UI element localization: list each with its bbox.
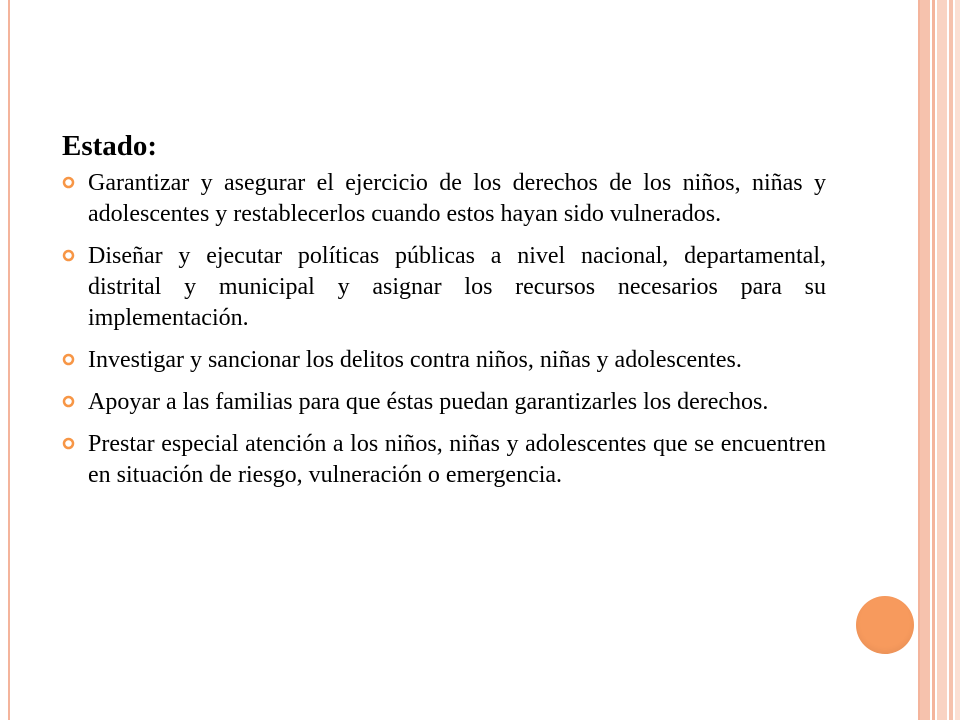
ring-bullet-icon [62, 176, 75, 189]
list-item [62, 168, 826, 230]
list-item [62, 429, 826, 491]
bullet-text: Investigar y sancionar los delitos contra niños, niñas y adolescentes. [88, 347, 742, 373]
bullet-text: Prestar especial atención a los niños, niñas y adolescentes que se encuentren en situación de riesgo, vulneración o emergencia. [88, 431, 826, 488]
decorative-stripes [920, 0, 960, 720]
bullet-text: Diseñar y ejecutar políticas públicas a nivel nacional, departamental, distrital y municipal y asignar los recursos necesarios para su implementación. [88, 243, 826, 331]
decorative-circle [856, 596, 914, 654]
bullet-text: Garantizar y asegurar el ejercicio de los derechos de los niños, niñas y adolescentes y restablecerlos cuando estos hayan sido vulnerados. [88, 170, 826, 227]
list-item [62, 241, 826, 334]
ring-bullet-icon [62, 395, 75, 408]
ring-bullet-icon [62, 437, 75, 450]
list-item [62, 387, 826, 418]
ring-bullet-icon [62, 249, 75, 262]
bullet-text: Apoyar a las familias para que éstas puedan garantizarles los derechos. [88, 389, 769, 415]
list-item [62, 345, 826, 376]
slide-title: Estado: [62, 130, 158, 162]
ring-bullet-icon [62, 353, 75, 366]
bullet-list [62, 168, 826, 502]
